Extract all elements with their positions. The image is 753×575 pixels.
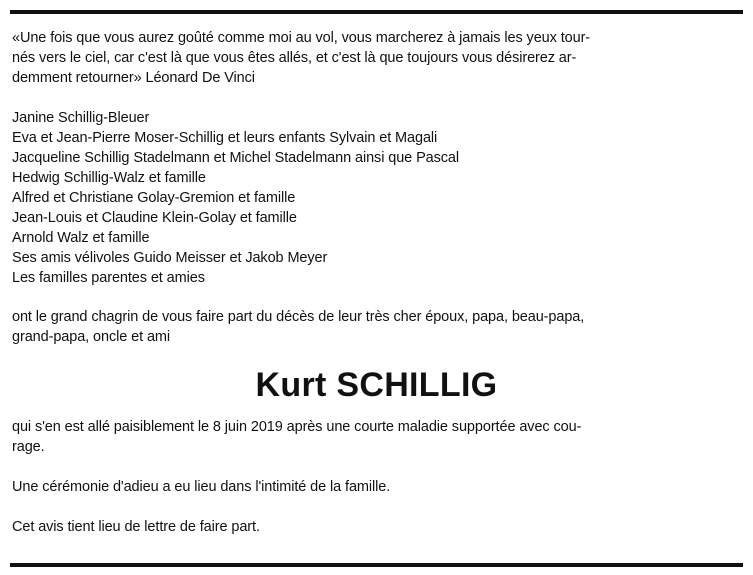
family-list — [12, 108, 741, 288]
quote-line: demment retourner» Léonard De Vinci — [12, 70, 255, 86]
family-entry: Hedwig Schillig-Walz et famille — [12, 170, 206, 186]
passing-text — [12, 417, 741, 457]
deceased-name: Kurt SCHILLIG — [255, 366, 498, 404]
ceremony-line: Une cérémonie d'adieu a eu lieu dans l'intimité de la famille. — [12, 479, 391, 495]
quote-line: «Une fois que vous aurez goûté comme moi au vol, vous marcherez à jamais les yeux tour- — [12, 30, 591, 46]
family-entry: Ses amis vélivoles Guido Meisser et Jakob Meyer — [12, 250, 328, 266]
closing-line: Cet avis tient lieu de lettre de faire part. — [12, 519, 260, 535]
family-entry: Alfred et Christiane Golay-Gremion et famille — [12, 190, 296, 206]
notice-content — [10, 14, 743, 537]
passing-line: rage. — [12, 439, 45, 455]
closing-text — [12, 517, 741, 537]
announcement-intro — [12, 307, 741, 347]
family-entry: Les familles parentes et amies — [12, 270, 205, 286]
intro-line: ont le grand chagrin de vous faire part du décès de leur très cher époux, papa, beau-papa, — [12, 309, 585, 325]
leonardo-quote — [12, 28, 741, 88]
family-entry: Jacqueline Schillig Stadelmann et Michel Stadelmann ainsi que Pascal — [12, 150, 459, 166]
intro-line: grand-papa, oncle et ami — [12, 329, 171, 345]
family-entry: Jean-Louis et Claudine Klein-Golay et famille — [12, 210, 297, 226]
family-entry: Janine Schillig-Bleuer — [12, 110, 150, 126]
family-entry: Eva et Jean-Pierre Moser-Schillig et leurs enfants Sylvain et Magali — [12, 130, 438, 146]
family-entry: Arnold Walz et famille — [12, 230, 150, 246]
ceremony-text — [12, 477, 741, 497]
obituary-notice — [10, 10, 743, 567]
passing-line: qui s'en est allé paisiblement le 8 juin 2019 après une courte maladie supportée avec cou- — [12, 419, 582, 435]
quote-line: nés vers le ciel, car c'est là que vous êtes allés, et c'est là que toujours vous désirerez ar- — [12, 50, 577, 66]
